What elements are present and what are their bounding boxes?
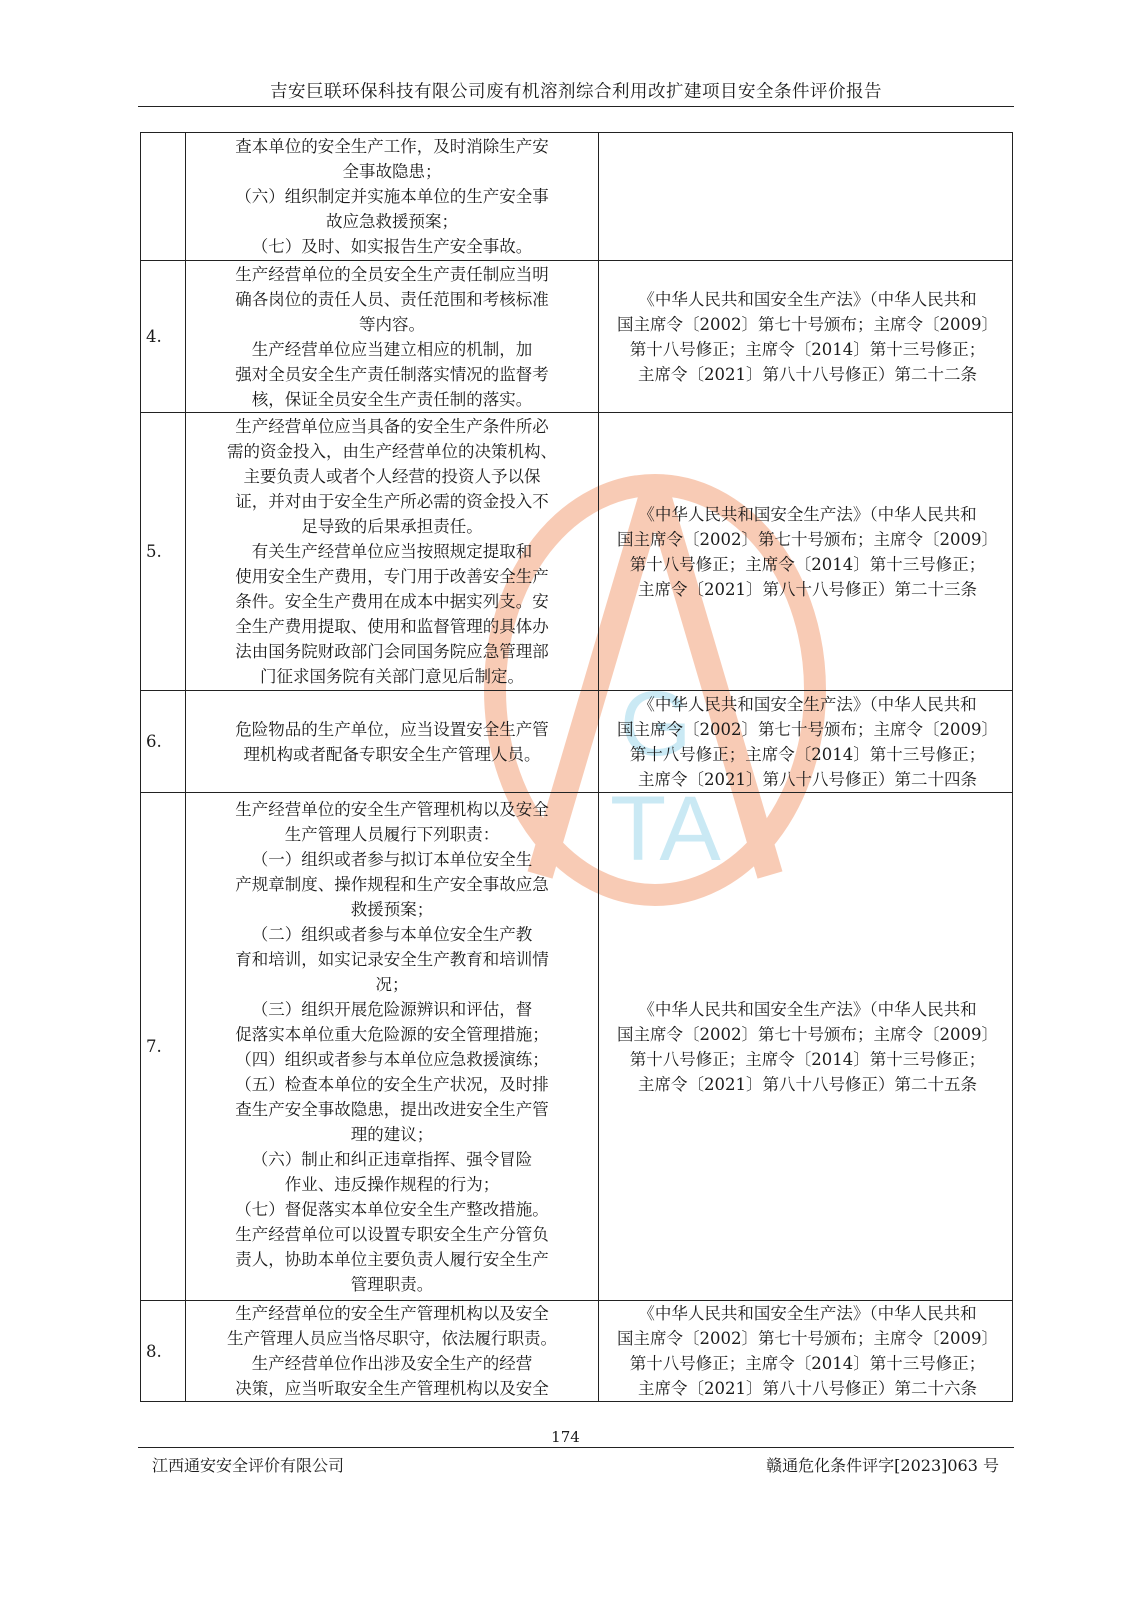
legal-basis-line: 主席令〔2021〕第八十八号修正）第二十六条 bbox=[638, 1379, 977, 1398]
svg-text:TA: TA bbox=[610, 778, 721, 880]
requirement-line: （七）督促落实本单位安全生产整改措施。 bbox=[235, 1199, 549, 1219]
table-row bbox=[141, 793, 1013, 1301]
requirement-line: 核，保证全员安全生产责任制的落实。 bbox=[251, 389, 533, 409]
requirement-line: 生产经营单位的安全生产管理机构以及安全 bbox=[235, 1304, 549, 1323]
requirement-line: 生产管理人员履行下列职责： bbox=[284, 824, 500, 844]
requirement-line: 生产经营单位的全员安全生产责任制应当明 bbox=[235, 264, 549, 284]
requirement-line: 强对全员安全生产责任制落实情况的监督考 bbox=[235, 364, 549, 384]
regulation-table bbox=[140, 132, 1013, 1402]
legal-basis-text bbox=[599, 413, 1013, 691]
requirement-line: 理机构或者配备专职安全生产管理人员。 bbox=[243, 744, 541, 764]
requirement-line: 确各岗位的责任人员、责任范围和考核标准 bbox=[235, 289, 549, 309]
requirement-line: 使用安全生产费用，专门用于改善安全生产 bbox=[235, 567, 549, 586]
requirement-line: 查本单位的安全生产工作，及时消除生产安 bbox=[235, 137, 549, 156]
legal-basis-text bbox=[599, 133, 1013, 261]
legal-basis-line: 《中华人民共和国安全生产法》（中华人民共和 bbox=[638, 694, 977, 714]
requirement-line: 生产经营单位应当具备的安全生产条件所必 bbox=[235, 417, 549, 436]
requirement-line: 主要负责人或者个人经营的投资人予以保 bbox=[243, 467, 541, 486]
row-number: 6. bbox=[141, 691, 186, 793]
legal-basis-line: 第十八号修正；主席令〔2014〕第十三号修正； bbox=[629, 339, 986, 359]
legal-basis-line: 《中华人民共和国安全生产法》（中华人民共和 bbox=[638, 1304, 977, 1323]
legal-basis-text bbox=[599, 261, 1013, 413]
requirement-line: （六）组织制定并实施本单位的生产安全事 bbox=[235, 187, 549, 206]
requirement-line: 生产经营单位可以设置专职安全生产分管负 bbox=[235, 1224, 549, 1244]
svg-text:G: G bbox=[620, 673, 692, 775]
requirement-line: 全事故隐患； bbox=[342, 162, 442, 181]
legal-basis-line: 《中华人民共和国安全生产法》（中华人民共和 bbox=[638, 999, 977, 1019]
requirement-line: 全生产费用提取、使用和监督管理的具体办 bbox=[235, 617, 549, 636]
table-row bbox=[141, 1301, 1013, 1402]
requirement-text bbox=[186, 793, 599, 1301]
requirement-line: 救援预案； bbox=[350, 899, 434, 919]
row-number: 7. bbox=[141, 793, 186, 1301]
requirement-line: （五）检查本单位的安全生产状况，及时排 bbox=[235, 1074, 549, 1094]
table-row bbox=[141, 413, 1013, 691]
legal-basis-line: 国主席令〔2002〕第七十号颁布；主席令〔2009〕 bbox=[617, 719, 998, 739]
legal-basis-line: 第十八号修正；主席令〔2014〕第十三号修正； bbox=[629, 554, 986, 574]
requirement-line: 产规章制度、操作规程和生产安全事故应急 bbox=[235, 874, 549, 894]
requirement-line: 生产经营单位的安全生产管理机构以及安全 bbox=[235, 799, 549, 819]
requirement-line: 门征求国务院有关部门意见后制定。 bbox=[260, 667, 524, 686]
requirement-line: 作业、违反操作规程的行为； bbox=[284, 1174, 500, 1194]
requirement-text bbox=[186, 1301, 599, 1402]
legal-basis-line: 主席令〔2021〕第八十八号修正）第二十五条 bbox=[638, 1074, 977, 1094]
requirement-text bbox=[186, 413, 599, 691]
requirement-line: 生产管理人员应当恪尽职守，依法履行职责。 bbox=[227, 1329, 557, 1348]
legal-basis-line: 主席令〔2021〕第八十八号修正）第二十二条 bbox=[638, 364, 977, 384]
requirement-line: 理的建议； bbox=[350, 1124, 434, 1144]
requirement-line: 管理职责。 bbox=[350, 1274, 434, 1294]
requirement-line: （七）及时、如实报告生产安全事故。 bbox=[251, 237, 533, 256]
table-row bbox=[141, 691, 1013, 793]
page-number: 174 bbox=[551, 1428, 580, 1446]
requirement-line: 需的资金投入，由生产经营单位的决策机构、 bbox=[227, 442, 557, 461]
requirement-line: 育和培训，如实记录安全生产教育和培训情 bbox=[235, 949, 549, 969]
requirement-line: 有关生产经营单位应当按照规定提取和 bbox=[251, 542, 533, 561]
requirement-line: （三）组织开展危险源辨识和评估，督 bbox=[251, 999, 533, 1019]
legal-basis-line: 第十八号修正；主席令〔2014〕第十三号修正； bbox=[629, 1354, 986, 1373]
footer-divider bbox=[138, 1447, 1014, 1448]
requirement-line: 足导致的后果承担责任。 bbox=[301, 517, 483, 536]
requirement-line: （四）组织或者参与本单位应急救援演练； bbox=[235, 1049, 549, 1069]
requirement-text bbox=[186, 261, 599, 413]
requirement-line: 况； bbox=[375, 974, 409, 994]
requirement-line: 故应急救援预案； bbox=[326, 212, 458, 231]
legal-basis-text bbox=[599, 1301, 1013, 1402]
row-number: 4. bbox=[141, 261, 186, 413]
legal-basis-line: 第十八号修正；主席令〔2014〕第十三号修正； bbox=[629, 744, 986, 764]
requirement-line: 等内容。 bbox=[359, 314, 425, 334]
requirement-line: （六）制止和纠正违章指挥、强令冒险 bbox=[251, 1149, 533, 1169]
legal-basis-line: 国主席令〔2002〕第七十号颁布；主席令〔2009〕 bbox=[617, 314, 998, 334]
legal-basis-line: 主席令〔2021〕第八十八号修正）第二十三条 bbox=[638, 579, 977, 599]
requirement-line: 查生产安全事故隐患，提出改进安全生产管 bbox=[235, 1099, 549, 1119]
table-row bbox=[141, 133, 1013, 261]
legal-basis-line: 《中华人民共和国安全生产法》（中华人民共和 bbox=[638, 504, 977, 524]
legal-basis-line: 主席令〔2021〕第八十八号修正）第二十四条 bbox=[638, 769, 977, 789]
requirement-line: 法由国务院财政部门会同国务院应急管理部 bbox=[235, 642, 549, 661]
footer-doc-number: 赣通危化条件评字[2023]063 号 bbox=[766, 1456, 999, 1475]
legal-basis-text bbox=[599, 793, 1013, 1301]
requirement-line: 生产经营单位作出涉及安全生产的经营 bbox=[251, 1354, 533, 1373]
requirement-line: （一）组织或者参与拟订本单位安全生 bbox=[251, 849, 533, 869]
legal-basis-line: 第十八号修正；主席令〔2014〕第十三号修正； bbox=[629, 1049, 986, 1069]
requirement-line: （二）组织或者参与本单位安全生产教 bbox=[251, 924, 533, 944]
requirement-line: 促落实本单位重大危险源的安全管理措施； bbox=[235, 1024, 549, 1044]
requirement-text bbox=[186, 133, 599, 261]
requirement-line: 条件。安全生产费用在成本中据实列支。安 bbox=[235, 592, 549, 611]
requirement-text bbox=[186, 691, 599, 793]
legal-basis-line: 国主席令〔2002〕第七十号颁布；主席令〔2009〕 bbox=[617, 529, 998, 549]
requirement-line: 生产经营单位应当建立相应的机制，加 bbox=[251, 339, 533, 359]
footer-company: 江西通安安全评价有限公司 bbox=[152, 1456, 345, 1475]
requirement-line: 责人，协助本单位主要负责人履行安全生产 bbox=[235, 1249, 549, 1269]
legal-basis-line: 《中华人民共和国安全生产法》（中华人民共和 bbox=[638, 289, 977, 309]
requirement-line: 决策，应当听取安全生产管理机构以及安全 bbox=[235, 1379, 549, 1398]
requirement-line: 证，并对由于安全生产所必需的资金投入不 bbox=[235, 492, 549, 511]
requirement-line: 危险物品的生产单位，应当设置安全生产管 bbox=[235, 719, 549, 739]
table-row bbox=[141, 261, 1013, 413]
page-header-title: 吉安巨联环保科技有限公司废有机溶剂综合利用改扩建项目安全条件评价报告 bbox=[270, 82, 882, 102]
legal-basis-line: 国主席令〔2002〕第七十号颁布；主席令〔2009〕 bbox=[617, 1329, 998, 1348]
row-number bbox=[141, 133, 186, 261]
header-divider bbox=[138, 106, 1014, 107]
legal-basis-line: 国主席令〔2002〕第七十号颁布；主席令〔2009〕 bbox=[617, 1024, 998, 1044]
row-number: 5. bbox=[141, 413, 186, 691]
legal-basis-text bbox=[599, 691, 1013, 793]
row-number: 8. bbox=[141, 1301, 186, 1402]
